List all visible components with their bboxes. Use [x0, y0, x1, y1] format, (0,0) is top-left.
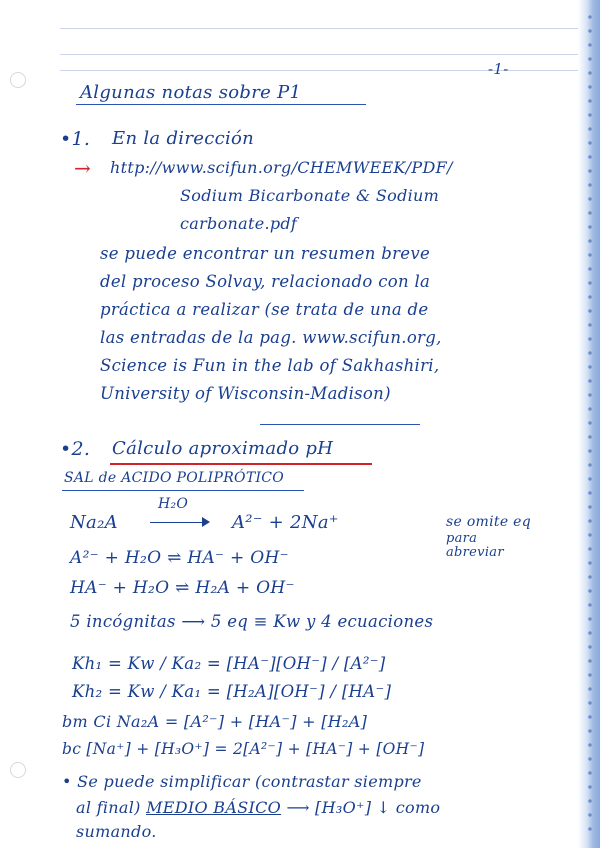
reaction1-left: Na₂A: [70, 512, 118, 533]
simplify-line-1: • Se puede simplificar (contrastar siempre: [62, 772, 422, 791]
page-edge: [578, 0, 600, 848]
page-title: Algunas notas sobre P1: [80, 82, 302, 103]
kh2-line: Kh₂ = Kw / Ka₁ = [H₂A][OH⁻] / [HA⁻]: [72, 682, 392, 701]
punch-hole: [10, 762, 26, 778]
url-line-2: Sodium Bicarbonate & Sodium: [180, 186, 440, 205]
kh1-line: Kh₁ = Kw / Ka₂ = [HA⁻][OH⁻] / [A²⁻]: [72, 654, 386, 673]
perforation-dots: [586, 10, 594, 838]
simplify-line-3: sumando.: [76, 822, 157, 841]
reaction1-over: H₂O: [158, 496, 189, 512]
unknowns-line: 5 incógnitas ⟶ 5 eq ≡ Kw y 4 ecuaciones: [70, 612, 434, 631]
reaction-arrow: [150, 522, 208, 523]
section-separator: [260, 424, 420, 425]
section2-subheading: SAL de ACIDO POLIPRÓTICO: [64, 470, 285, 486]
body-line: del proceso Solvay, relacionado con la: [100, 272, 431, 291]
simplify-line-2: al final) MEDIO BÁSICO ⟶ [H₃O⁺] ↓ como: [76, 798, 441, 817]
side-note-line: abreviar: [446, 545, 504, 560]
body-line: University of Wisconsin-Madison): [100, 384, 391, 403]
page-number: -1-: [488, 60, 509, 78]
side-note-line: para: [446, 531, 478, 546]
body-line: se puede encontrar un resumen breve: [100, 244, 431, 263]
section1-heading: En la dirección: [112, 128, 255, 149]
punch-hole: [10, 72, 26, 88]
section1-bullet: •1.: [60, 128, 91, 150]
body-line: Science is Fun in the lab of Sakhashiri,: [100, 356, 440, 375]
body-line: práctica a realizar (se trata de una de: [100, 300, 429, 319]
arrow-icon: →: [74, 156, 92, 180]
url-line-1: http://www.scifun.org/CHEMWEEK/PDF/: [110, 158, 453, 177]
subheading-underline: [62, 490, 304, 491]
equilibrium-2: HA⁻ + H₂O ⇌ H₂A + OH⁻: [70, 578, 295, 598]
ruled-line: [60, 28, 578, 29]
equilibrium-1: A²⁻ + H₂O ⇌ HA⁻ + OH⁻: [70, 548, 289, 568]
charge-balance: bc [Na⁺] + [H₃O⁺] = 2[A²⁻] + [HA⁻] + [OH⁻]: [62, 740, 425, 758]
mass-balance: bm Ci Na₂A = [A²⁻] + [HA⁻] + [H₂A]: [62, 712, 368, 731]
arrow-head-icon: [202, 517, 210, 527]
side-note-line: se omite eq: [446, 514, 532, 530]
url-line-3: carbonate.pdf: [180, 214, 298, 233]
title-underline: [76, 104, 366, 105]
section2-heading: Cálculo aproximado pH: [112, 438, 334, 459]
body-line: las entradas de la pag. www.scifun.org,: [100, 328, 442, 347]
section2-bullet: •2.: [60, 438, 91, 460]
ruled-line: [60, 54, 578, 55]
medio-basico-highlight: MEDIO BÁSICO: [146, 798, 282, 817]
heading-red-underline: [110, 463, 372, 465]
reaction1-right: A²⁻ + 2Na⁺: [232, 512, 339, 533]
